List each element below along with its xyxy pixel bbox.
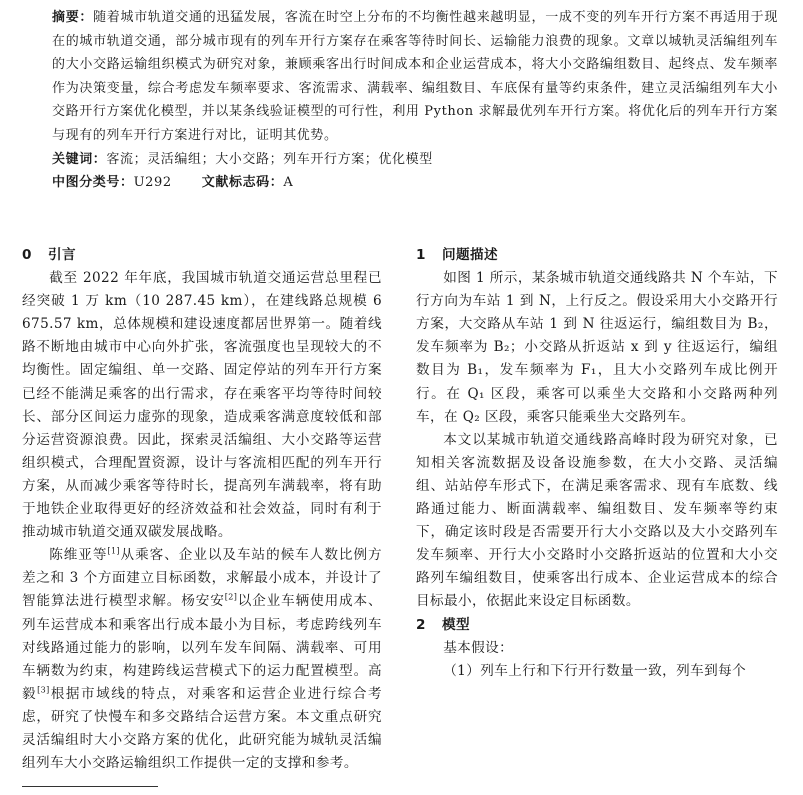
abstract-text: 随着城市轨道交通的迅猛发展，客流在时空上分布的不均衡性越来越明显，一成不变的列车开行方案不再适用于现在的城市轨道交通，部分城市现有的列车开行方案存在乘客等待时间长、运输能力浪费的现象。文章以城轨灵活编组列车的大小交路运输组织模式为研究对象，兼顾乘客出行时间成本和企业运营成本，将大小交路编组数目、起终点、发车频率作为决策变量，综合考虑发车频率要求、客流需求、满载率、编组数目、车底保有量等约束条件，建立灵活编组列车大小交路开行方案优化模型，并以某条线验证模型的可行性，利用 Python 求解最优列车开行方案。将优化后的列车开行方案与现有的列车开行方案进行对比，证明其优势。: [52, 10, 778, 143]
footnote-rule: [22, 786, 158, 787]
section-heading-intro: [22, 244, 382, 267]
reference-1: [1]: [107, 546, 120, 556]
reference-3: [3]: [37, 685, 50, 695]
intro-paragraph-1: 截至 2022 年年底，我国城市轨道交通运营总里程已经突破 1 万 km（10 287.45 km），在建线路总规模 6 675.57 km，总体规模和建设速度都居世界第一。随着线路不断地由城市中心向外扩张，客流强度也呈现较大的不均衡性。固定编组、单一交路、固定停站的列车开行方案已经不能满足乘客的出行需求，存在乘客平均等待时间较长、部分区间运力虚弥的现象，造成乘客满意度较低和部分运营资源浪费。因此，探索灵活编组、大小交路等运营组织模式，合理配置资源，设计与客流相匹配的列车开行方案，从而减少乘客等待时长，提高列车满载率，将有助于地铁企业取得更好的经济效益和社会效益，同时有利于推动城市轨道交通双碳发展战略。: [22, 270, 382, 541]
model-paragraph-2: （1）列车上行和下行开行数量一致，列车到每个: [443, 662, 747, 679]
section-heading-model: [416, 614, 778, 637]
section-number: 2: [416, 616, 426, 633]
model-paragraph-1: 基本假设：: [443, 639, 514, 656]
section-heading-problem: [416, 244, 778, 267]
section-title: 问题描述: [442, 247, 498, 263]
doc-code-value: A: [283, 174, 294, 190]
keywords-line: [52, 148, 778, 171]
problem-paragraph-2: 本文以某城市轨道交通线路高峰时段为研究对象，已知相关客流数据及设备设施参数，在大小交路、灵活编组、站站停车形式下，在满足乘客需求、现有车底数、线路通过能力、断面满载率、编组数目、发车频率等约束下，确定该时段是否需要开行大小交路以及大小交路列车发车频率、开行大小交路时小交路折返站的位置和大小交路列车编组数目，使乘客出行成本、企业运营成本的综合目标最小，依据此来设定目标函数。: [416, 431, 778, 610]
section-number: 1: [416, 247, 426, 263]
reference-2: [2]: [224, 592, 238, 602]
classification-value: U292: [133, 174, 172, 190]
abstract-block: [52, 6, 778, 194]
classification-line: [52, 171, 778, 194]
keywords-label: 关键词：: [52, 151, 107, 167]
text-run: 陈维亚等: [49, 547, 108, 564]
abstract-label: 摘要：: [52, 10, 94, 25]
section-title: 模型: [442, 616, 470, 633]
text-run: 根据市域线的特点，对乘客和运营企业进行综合考虑，研究了快慢车和多交路结合运营方案。本文重点研究灵活编组时大小交路方案的优化，此研究能为城轨灵活编组列车大小交路运输组织工作提供一定的支撑和参考。: [22, 685, 382, 772]
left-column: [22, 244, 382, 775]
classification-label: 中图分类号：: [52, 174, 134, 190]
right-column: [416, 244, 778, 683]
doc-code-label: 文献标志码：: [201, 174, 284, 190]
keywords-text: 客流；灵活编组；大小交路；列车开行方案；优化模型: [106, 151, 433, 167]
intro-paragraph-2: [22, 544, 382, 775]
section-title: 引言: [48, 247, 76, 263]
section-number: 0: [22, 247, 32, 263]
text-run: 以企业车辆使用成本、列车运营成本和乘客出行成本最小为目标，考虑跨线列车对线路通过能力的影响，以列车发车间隔、满载率、可用车辆数为约束，构建跨线运营模式下的运力配置模型。高毅: [22, 593, 383, 702]
text-run: 从乘客、企业以及车站的候车人数比例方差之和 3 个方面建立目标函数，求解最小成本，并设计了智能算法进行模型求解。杨安安: [22, 547, 382, 610]
problem-paragraph-1: 如图 1 所示，某条城市轨道交通线路共 N 个车站，下行方向为车站 1 到 N，上行反之。假设采用大小交路开行方案，大交路从车站 1 到 N 往返运行，编组数目为 B₂，发车频率为 B₂；小交路从折返站 x 到 y 往返运行，编组数目为 B₁，发车频率为 F₁，且大小交路列车成比例开行。在 Q₁ 区段，乘客可以乘坐大交路和小交路两种列车，在 Q₂ 区段，乘客只能乘坐大交路列车。: [416, 270, 778, 425]
abstract-paragraph: [52, 6, 778, 148]
